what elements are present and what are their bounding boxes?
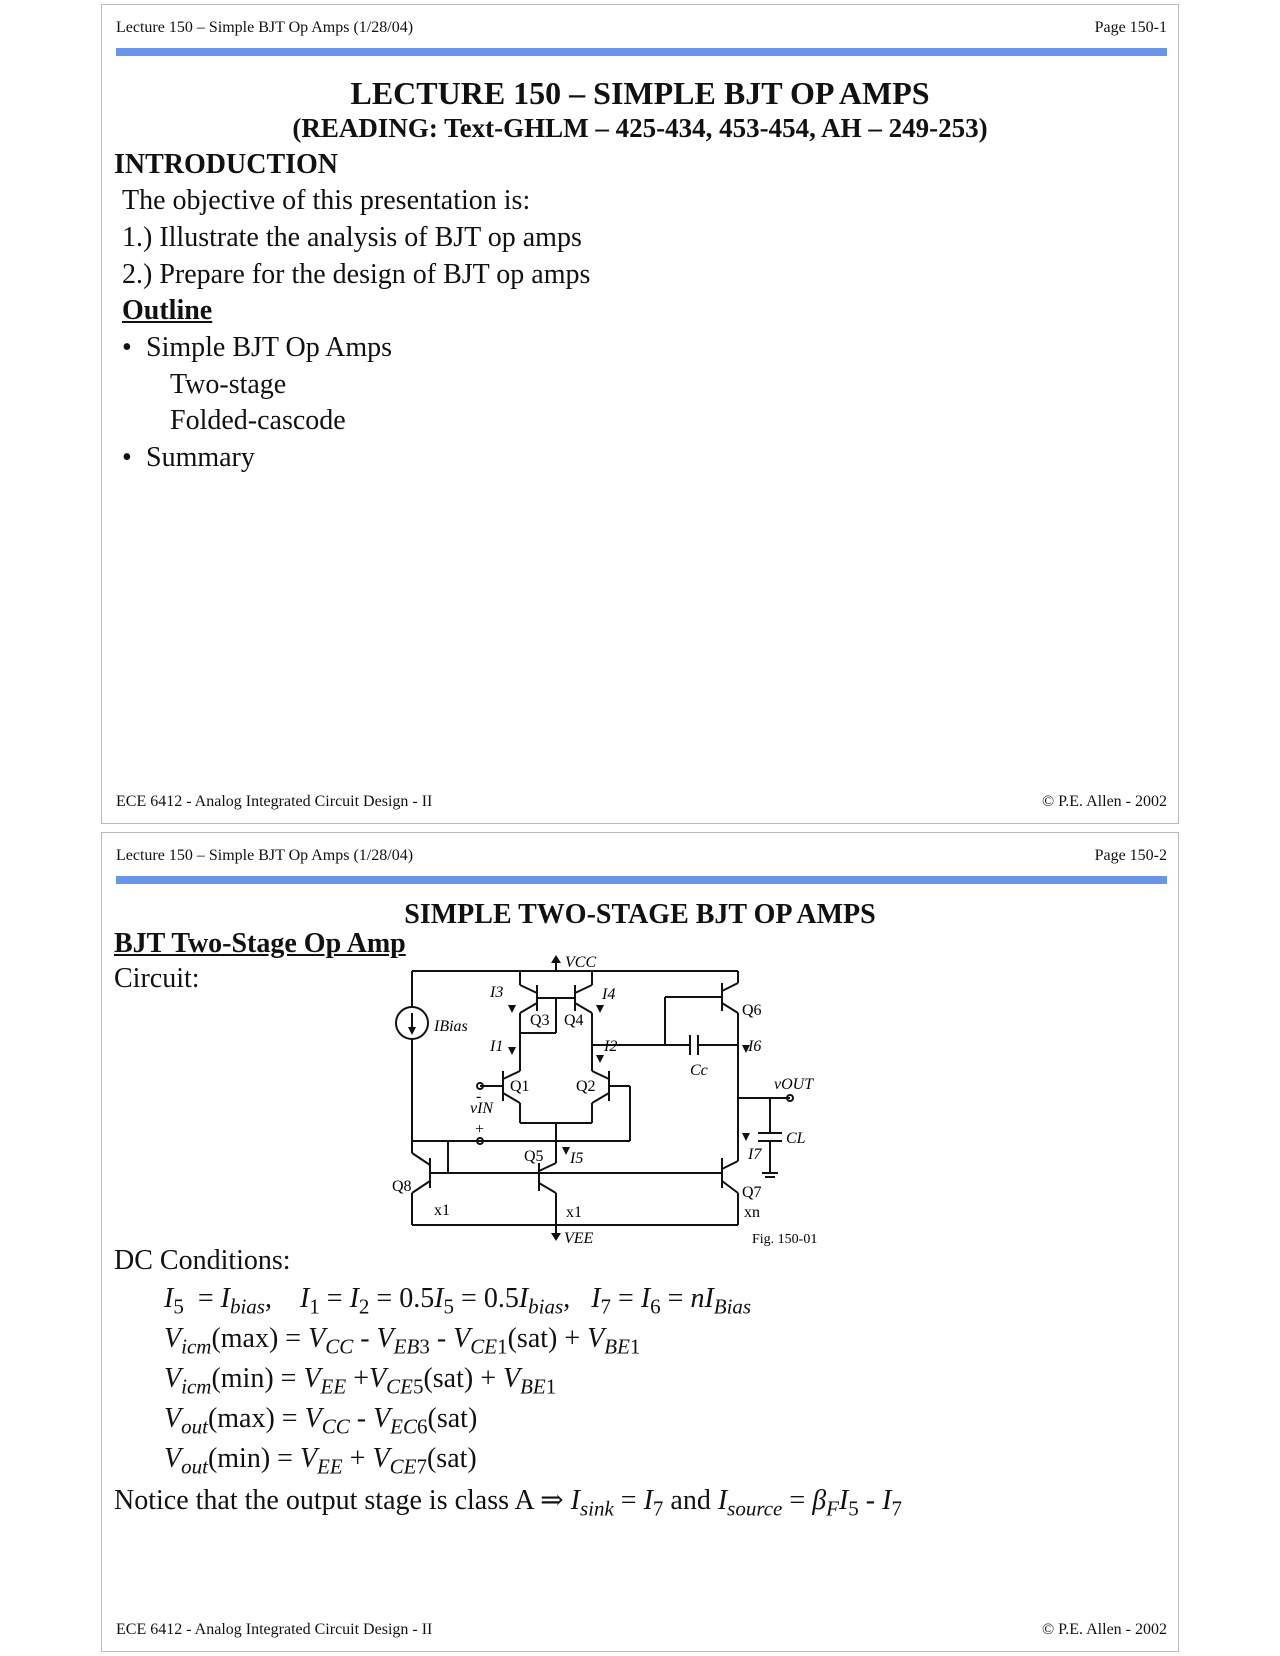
slide-title: SIMPLE TWO-STAGE BJT OP AMPS <box>404 899 876 930</box>
i1-label: I1 <box>490 1038 504 1055</box>
i6-label: I6 <box>748 1038 762 1055</box>
reading-assignment: (READING: Text-GHLM – 425-434, 453-454, AH – 249-253) <box>292 113 988 143</box>
cc-label: Cc <box>690 1062 708 1079</box>
i2-label: I2 <box>604 1038 618 1055</box>
slide-footer-left: ECE 6412 - Analog Integrated Circuit Design - II <box>116 1621 433 1638</box>
outline-subitem: Folded-cascode <box>170 405 346 436</box>
q8-label: Q8 <box>392 1178 412 1195</box>
op-amp-circuit-diagram <box>390 953 850 1253</box>
vcc-label: VCC <box>565 954 597 971</box>
vicm-min-equation: $V_{icm}(\min) = V_{EE} +V_{CE5}(sat) + V_{BE1}$ <box>164 1363 557 1399</box>
objective-text: The objective of this presentation is: <box>122 185 531 216</box>
dc-current-equation: $I_5 = I_{bias}$, $I_1 = I_2 = 0.5I_5 = 0.5I_{bias}$, $I_7 = I_6 = nI_{Bias}$ <box>164 1283 752 1319</box>
circuit-label: Circuit: <box>114 963 200 994</box>
copyright: © P.E. Allen - 2002 <box>1041 793 1167 810</box>
slide-footer-left: ECE 6412 - Analog Integrated Circuit Design - II <box>116 793 433 810</box>
i7-label: I7 <box>748 1146 762 1163</box>
ibias-label: IBias <box>434 1018 468 1035</box>
i5-label: I5 <box>570 1150 584 1167</box>
bullet-icon: • <box>122 332 132 363</box>
vout-min-equation: $V_{out}(\min) = V_{EE} + V_{CE7}(sat)$ <box>164 1443 477 1479</box>
q7-ratio-label: xn <box>744 1204 760 1221</box>
q7-label: Q7 <box>742 1184 762 1201</box>
header-divider-bar <box>116 876 1167 884</box>
dc-conditions-label: DC Conditions: <box>114 1245 291 1276</box>
vout-max-equation: $V_{out}(\max) = V_{CC} - V_{EC6}(sat)$ <box>164 1403 478 1439</box>
bullet-icon: • <box>122 442 132 473</box>
vin-minus-label: - <box>476 1088 482 1105</box>
section-heading: BJT Two-Stage Op Amp <box>114 928 406 959</box>
vicm-max-equation: $V_{icm}(\max) = V_{CC} - V_{EB3} - V_{CE1}(sat) + V_{BE1}$ <box>164 1323 641 1359</box>
class-a-note-text: Notice that the output stage is class A ⇒ <box>114 1485 564 1516</box>
slide-2 <box>101 832 1179 1652</box>
objective-item: 2.) Prepare for the design of BJT op amps <box>122 259 591 290</box>
slide-title: LECTURE 150 – SIMPLE BJT OP AMPS <box>350 75 930 111</box>
outline-item: Simple BJT Op Amps <box>146 332 393 363</box>
i3-label: I3 <box>490 984 504 1001</box>
class-a-note: Notice that the output stage is class A ⇒ $I_{sink} = I_7$ and $I_{source} = \beta_FI_5 - I_7$ <box>114 1485 902 1521</box>
q1-label: Q1 <box>510 1078 530 1095</box>
vin-label: vIN <box>470 1100 494 1117</box>
header-divider-bar <box>116 48 1167 56</box>
and-word: and <box>670 1485 711 1516</box>
vout-label: vOUT <box>774 1076 814 1093</box>
q8-ratio-label: x1 <box>434 1202 450 1219</box>
q6-label: Q6 <box>742 1002 762 1019</box>
q4-label: Q4 <box>564 1012 584 1029</box>
q5-ratio-label: x1 <box>566 1204 582 1221</box>
cl-label: CL <box>786 1130 806 1147</box>
page-number: Page 150-1 <box>1094 19 1167 36</box>
i4-label: I4 <box>602 986 616 1003</box>
q2-label: Q2 <box>576 1078 596 1095</box>
vee-label: VEE <box>564 1230 594 1247</box>
copyright: © P.E. Allen - 2002 <box>1041 1621 1167 1638</box>
page-number: Page 150-2 <box>1094 847 1167 864</box>
outline-item: Summary <box>146 442 255 473</box>
q3-label: Q3 <box>530 1012 550 1029</box>
q5-label: Q5 <box>524 1148 544 1165</box>
slide-header-left: Lecture 150 – Simple BJT Op Amps (1/28/04) <box>116 19 414 36</box>
outline-heading: Outline <box>122 295 213 326</box>
vin-plus-label: + <box>475 1121 485 1138</box>
slide-1 <box>101 4 1179 824</box>
figure-id: Fig. 150-01 <box>752 1232 818 1247</box>
outline-subitem: Two-stage <box>170 369 287 400</box>
objective-item: 1.) Illustrate the analysis of BJT op amps <box>122 222 582 253</box>
intro-heading: INTRODUCTION <box>114 149 339 180</box>
slide-header-left: Lecture 150 – Simple BJT Op Amps (1/28/04) <box>116 847 414 864</box>
